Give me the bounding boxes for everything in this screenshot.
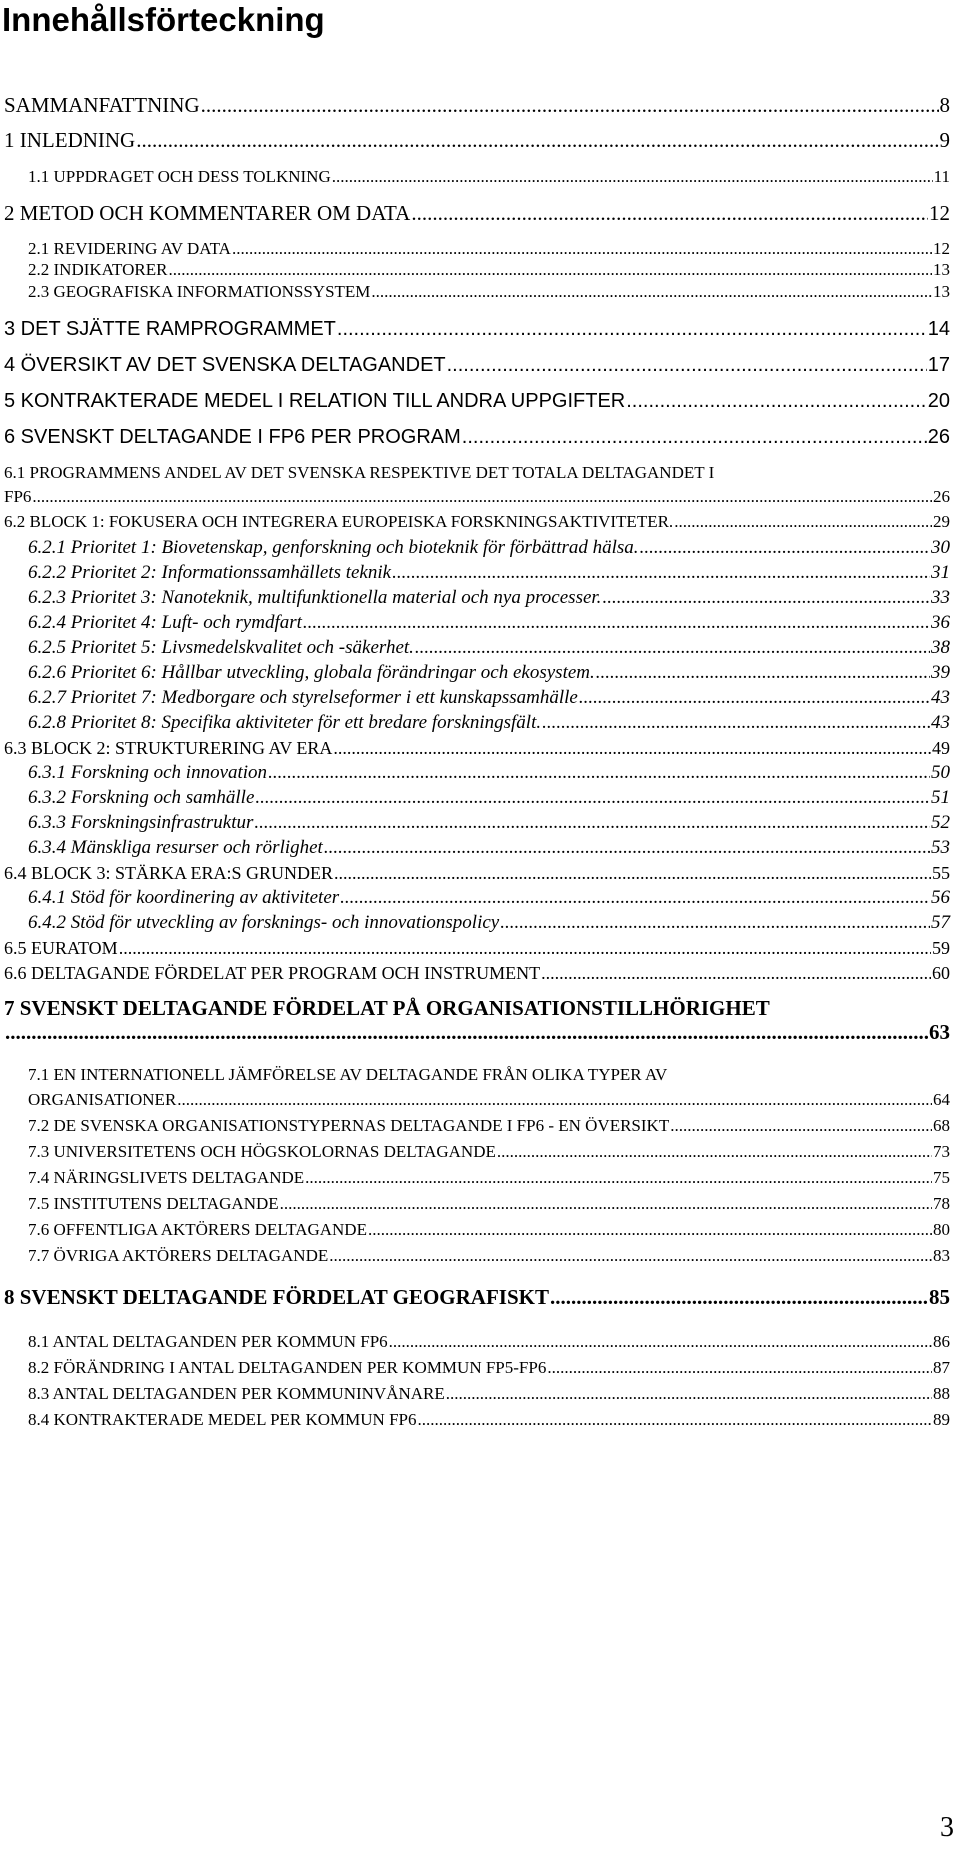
toc-entry-page: 43 bbox=[931, 687, 950, 708]
toc-entry-title: 1.1 UPPDRAGET OCH DESS TOLKNING bbox=[28, 167, 331, 186]
toc-entry[interactable] bbox=[28, 1382, 950, 1406]
toc-entry-page: 31 bbox=[931, 562, 950, 583]
toc-entry-title: 7.3 UNIVERSITETENS OCH HÖGSKOLORNAS DELTAGANDE bbox=[28, 1142, 496, 1161]
toc-entry[interactable] bbox=[28, 636, 950, 660]
toc-entry-title: ORGANISATIONER bbox=[28, 1090, 177, 1109]
toc-leader-dots bbox=[415, 636, 930, 660]
toc-entry-title: 6.2.2 Prioritet 2: Informationssamhällets teknik bbox=[28, 562, 392, 583]
toc-entry-title: 6 SVENSKT DELTAGANDE I FP6 PER PROGRAM bbox=[4, 426, 461, 448]
toc-entry[interactable] bbox=[4, 128, 950, 152]
toc-entry-page: 89 bbox=[933, 1410, 950, 1429]
toc-entry-page: 49 bbox=[932, 738, 950, 758]
toc-leader-dots bbox=[670, 1114, 932, 1138]
toc-leader-dots bbox=[392, 561, 930, 585]
toc-entry-title: 7.6 OFFENTLIGA AKTÖRERS DELTAGANDE bbox=[28, 1220, 367, 1239]
toc-leader-dots bbox=[329, 1244, 932, 1268]
toc-leader-dots bbox=[446, 1382, 932, 1406]
toc-entry-title: 6.2.5 Prioritet 5: Livsmedelskvalitet och -säkerhet. bbox=[28, 637, 414, 658]
toc-leader-dots bbox=[626, 389, 927, 413]
toc-entry[interactable] bbox=[4, 510, 950, 534]
toc-entry-page: 39 bbox=[931, 662, 950, 683]
toc-entry[interactable] bbox=[28, 258, 950, 282]
toc-leader-dots bbox=[280, 1192, 932, 1216]
toc-entry-page: 57 bbox=[931, 912, 950, 933]
toc-leader-dots bbox=[324, 836, 930, 860]
toc-entry[interactable] bbox=[4, 485, 950, 509]
toc-entry-title: 6.2.8 Prioritet 8: Specifika aktiviteter för ett bredare forskningsfält. bbox=[28, 712, 542, 733]
toc-entry[interactable] bbox=[28, 761, 950, 785]
toc-entry-page: 17 bbox=[927, 354, 950, 376]
toc-entry[interactable] bbox=[28, 1244, 950, 1268]
toc-leader-dots bbox=[333, 736, 931, 760]
toc-entry-page: 78 bbox=[933, 1194, 950, 1213]
toc-entry[interactable] bbox=[28, 1356, 950, 1380]
toc-entry[interactable] bbox=[28, 1140, 950, 1164]
toc-entry-page: 29 bbox=[933, 512, 950, 531]
toc-entry-title: 8.4 KONTRAKTERADE MEDEL PER KOMMUN FP6 bbox=[28, 1410, 417, 1429]
toc-entry[interactable] bbox=[28, 836, 950, 860]
toc-entry-title: FP6 bbox=[4, 487, 32, 506]
toc-entry-page: 73 bbox=[933, 1142, 950, 1161]
toc-leader-dots bbox=[411, 201, 928, 225]
toc-leader-dots bbox=[340, 886, 930, 910]
toc-entry[interactable] bbox=[4, 861, 950, 885]
toc-entry-title: 4 ÖVERSIKT AV DET SVENSKA DELTAGANDET bbox=[4, 354, 446, 376]
toc-entry[interactable] bbox=[4, 425, 950, 449]
toc-entry-page: 36 bbox=[931, 612, 950, 633]
toc-entry-title: 6.3 BLOCK 2: STRUKTURERING AV ERA bbox=[4, 738, 333, 758]
page-number: 3 bbox=[940, 1812, 954, 1843]
toc-entry-page: 64 bbox=[933, 1090, 950, 1109]
toc-entry-page: 26 bbox=[933, 487, 950, 506]
toc-entry-page: 20 bbox=[927, 390, 950, 412]
toc-entry-page: 75 bbox=[933, 1168, 950, 1187]
toc-entry[interactable] bbox=[4, 201, 950, 225]
toc-entry-title: 7.5 INSTITUTENS DELTAGANDE bbox=[28, 1194, 279, 1213]
toc-entry-title: 7.4 NÄRINGSLIVETS DELTAGANDE bbox=[28, 1168, 305, 1187]
toc-entry[interactable] bbox=[28, 911, 950, 935]
toc-entry-page: 80 bbox=[933, 1220, 950, 1239]
toc-entry-title: 8.1 ANTAL DELTAGANDEN PER KOMMUN FP6 bbox=[28, 1332, 388, 1351]
toc-leader-dots bbox=[579, 686, 930, 710]
toc-leader-dots bbox=[136, 128, 938, 152]
toc-entry-title: 2 METOD OCH KOMMENTARER OM DATA bbox=[4, 201, 411, 225]
toc-entry[interactable] bbox=[28, 1166, 950, 1190]
toc-leader-dots bbox=[462, 425, 927, 449]
toc-entry-title: 6.2.4 Prioritet 4: Luft- och rymdfart bbox=[28, 612, 302, 633]
toc-entry-title: 7.7 ÖVRIGA AKTÖRERS DELTAGANDE bbox=[28, 1246, 329, 1265]
toc-entry[interactable] bbox=[28, 661, 950, 685]
toc-leader-dots bbox=[541, 961, 931, 985]
toc-entry[interactable] bbox=[4, 1020, 950, 1044]
toc-entry-title: 3 DET SJÄTTE RAMPROGRAMMET bbox=[4, 318, 336, 340]
toc-entry[interactable] bbox=[28, 586, 950, 610]
toc-entry-page: 43 bbox=[931, 712, 950, 733]
toc-entry-title[interactable]: 7.1 EN INTERNATIONELL JÄMFÖRELSE AV DELTAGANDE FRÅN OLIKA TYPER AV bbox=[28, 1065, 668, 1084]
toc-leader-dots bbox=[305, 1166, 932, 1190]
toc-entry-page: 12 bbox=[929, 201, 950, 225]
toc-entry-page: 8 bbox=[939, 93, 950, 117]
toc-leader-dots bbox=[255, 786, 930, 810]
toc-entry-title: 6.3.3 Forskningsinfrastruktur bbox=[28, 812, 254, 833]
toc-leader-dots bbox=[201, 93, 939, 117]
toc-entry-title: 2.1 REVIDERING AV DATA bbox=[28, 239, 231, 258]
toc-entry[interactable] bbox=[4, 936, 950, 960]
toc-leader-dots bbox=[119, 936, 931, 960]
toc-entry-page: 12 bbox=[933, 239, 950, 258]
toc-entry[interactable] bbox=[28, 711, 950, 735]
toc-entry[interactable] bbox=[28, 280, 950, 304]
toc-leader-dots bbox=[5, 1020, 928, 1044]
toc-entry-page: 59 bbox=[932, 938, 950, 958]
toc-leader-dots bbox=[596, 661, 930, 685]
toc-entry-title: 6.4.2 Stöd för utveckling av forsknings- och innovationspolicy bbox=[28, 912, 500, 933]
toc-entry[interactable] bbox=[4, 317, 950, 341]
toc-leader-dots bbox=[640, 536, 930, 560]
toc-entry[interactable] bbox=[28, 886, 950, 910]
toc-entry[interactable] bbox=[4, 389, 950, 413]
toc-entry-title: 6.2.1 Prioritet 1: Biovetenskap, genforskning och bioteknik för förbättrad hälsa. bbox=[28, 537, 639, 558]
toc-entry-title: 2.2 INDIKATORER bbox=[28, 260, 168, 279]
toc-entry-page: 86 bbox=[933, 1332, 950, 1351]
toc-entry-page: 83 bbox=[933, 1246, 950, 1265]
toc-leader-dots bbox=[368, 1218, 932, 1242]
toc-entry-page: 51 bbox=[931, 787, 950, 808]
toc-entry-title: 2.3 GEOGRAFISKA INFORMATIONSSYSTEM bbox=[28, 282, 371, 301]
toc-entry-page: 68 bbox=[933, 1116, 950, 1135]
toc-leader-dots bbox=[389, 1330, 932, 1354]
toc-leader-dots bbox=[547, 1356, 932, 1380]
page-title: Innehållsförteckning bbox=[2, 1, 325, 38]
toc-leader-dots bbox=[332, 165, 933, 189]
toc-entry-title: 6.5 EURATOM bbox=[4, 938, 118, 958]
toc-entry-page: 14 bbox=[927, 318, 950, 340]
toc-entry-page: 13 bbox=[933, 260, 950, 279]
toc-entry-page: 38 bbox=[931, 637, 950, 658]
toc-entry-page: 26 bbox=[927, 426, 950, 448]
toc-entry[interactable] bbox=[28, 1330, 950, 1354]
toc-entry-title: 6.3.1 Forskning och innovation bbox=[28, 762, 268, 783]
toc-leader-dots bbox=[337, 317, 927, 341]
toc-entry-page: 56 bbox=[931, 887, 950, 908]
toc-entry-title: 6.2.7 Prioritet 7: Medborgare och styrelseformer i ett kunskapssamhälle bbox=[28, 687, 578, 708]
toc-entry-page: 9 bbox=[939, 128, 950, 152]
toc-entry[interactable] bbox=[28, 811, 950, 835]
toc-entry-title: 6.3.4 Mänskliga resurser och rörlighet bbox=[28, 837, 323, 858]
toc-entry-page: 87 bbox=[933, 1358, 950, 1377]
toc-entry[interactable] bbox=[4, 736, 950, 760]
toc-entry-page: 50 bbox=[931, 762, 950, 783]
toc-entry-title: 6.2 BLOCK 1: FOKUSERA OCH INTEGRERA EUROPEISKA FORSKNINGSAKTIVITETER. bbox=[4, 512, 674, 531]
toc-entry[interactable] bbox=[28, 1114, 950, 1138]
toc-leader-dots bbox=[602, 586, 930, 610]
toc-entry[interactable] bbox=[4, 353, 950, 377]
toc-entry-title: 8.2 FÖRÄNDRING I ANTAL DELTAGANDEN PER KOMMUN FP5-FP6 bbox=[28, 1358, 547, 1377]
toc-entry-page: 33 bbox=[931, 587, 950, 608]
toc-entry-title: 6.6 DELTAGANDE FÖRDELAT PER PROGRAM OCH INSTRUMENT bbox=[4, 963, 541, 983]
toc-entry-page: 55 bbox=[932, 863, 950, 883]
toc-entry-title: 1 INLEDNING bbox=[4, 128, 136, 152]
toc-entry-title[interactable]: 6.1 PROGRAMMENS ANDEL AV DET SVENSKA RESPEKTIVE DET TOTALA DELTAGANDET I bbox=[4, 463, 715, 482]
toc-leader-dots bbox=[447, 353, 927, 377]
toc-entry-page: 11 bbox=[933, 167, 950, 186]
toc-leader-dots bbox=[371, 280, 932, 304]
toc-entry-title: 6.3.2 Forskning och samhälle bbox=[28, 787, 255, 808]
toc-entry-page: 53 bbox=[931, 837, 950, 858]
toc-entry[interactable] bbox=[28, 786, 950, 810]
toc-leader-dots bbox=[674, 510, 932, 534]
toc-leader-dots bbox=[303, 611, 930, 635]
toc-entry-page: 30 bbox=[931, 537, 950, 558]
toc-entry-title: 5 KONTRAKTERADE MEDEL I RELATION TILL ANDRA UPPGIFTER bbox=[4, 390, 626, 412]
toc-leader-dots bbox=[334, 861, 931, 885]
toc-entry-page: 60 bbox=[932, 963, 950, 983]
toc-entry-title: 8 SVENSKT DELTAGANDE FÖRDELAT GEOGRAFISKT bbox=[4, 1285, 549, 1309]
toc-leader-dots bbox=[497, 1140, 932, 1164]
toc-entry[interactable] bbox=[28, 536, 950, 560]
toc-entry[interactable] bbox=[28, 1088, 950, 1112]
toc-entry-title: 6.4 BLOCK 3: STÄRKA ERA:S GRUNDER bbox=[4, 863, 334, 883]
toc-entry[interactable] bbox=[4, 1285, 950, 1309]
toc-leader-dots bbox=[418, 1408, 933, 1432]
toc-entry-title: 6.2.3 Prioritet 3: Nanoteknik, multifunktionella material och nya processer. bbox=[28, 587, 602, 608]
toc-entry-page: 13 bbox=[933, 282, 950, 301]
toc-entry-page: 88 bbox=[933, 1384, 950, 1403]
toc-entry-page: 85 bbox=[929, 1285, 950, 1309]
toc-entry[interactable] bbox=[28, 1192, 950, 1216]
toc-entry-page: 63 bbox=[929, 1020, 950, 1044]
toc-entry-page: 52 bbox=[931, 812, 950, 833]
toc-leader-dots bbox=[500, 911, 930, 935]
toc-entry-title: 7.2 DE SVENSKA ORGANISATIONSTYPERNAS DELTAGANDE I FP6 - EN ÖVERSIKT bbox=[28, 1116, 670, 1135]
toc-entry-title[interactable]: 7 SVENSKT DELTAGANDE FÖRDELAT PÅ ORGANISATIONSTILLHÖRIGHET bbox=[4, 996, 770, 1020]
toc-entry-title: SAMMANFATTNING bbox=[4, 93, 200, 117]
toc-leader-dots bbox=[268, 761, 930, 785]
toc-entry[interactable] bbox=[4, 93, 950, 117]
toc-entry-title: 6.4.1 Stöd för koordinering av aktiviteter bbox=[28, 887, 340, 908]
toc-leader-dots bbox=[32, 485, 932, 509]
toc-entry[interactable] bbox=[28, 686, 950, 710]
toc-entry-title: 8.3 ANTAL DELTAGANDEN PER KOMMUNINVÅNARE bbox=[28, 1384, 445, 1403]
toc-entry[interactable] bbox=[4, 961, 950, 985]
toc-leader-dots bbox=[168, 258, 932, 282]
toc-leader-dots bbox=[254, 811, 930, 835]
toc-entry[interactable] bbox=[28, 561, 950, 585]
toc-entry-title: 6.2.6 Prioritet 6: Hållbar utveckling, globala förändringar och ekosystem. bbox=[28, 662, 595, 683]
toc-leader-dots bbox=[177, 1088, 932, 1112]
toc-leader-dots bbox=[542, 711, 930, 735]
toc-entry[interactable] bbox=[28, 611, 950, 635]
toc-entry[interactable] bbox=[28, 1218, 950, 1242]
toc-entry[interactable] bbox=[28, 165, 950, 189]
toc-entry[interactable] bbox=[28, 1408, 950, 1432]
toc-leader-dots bbox=[550, 1285, 928, 1309]
